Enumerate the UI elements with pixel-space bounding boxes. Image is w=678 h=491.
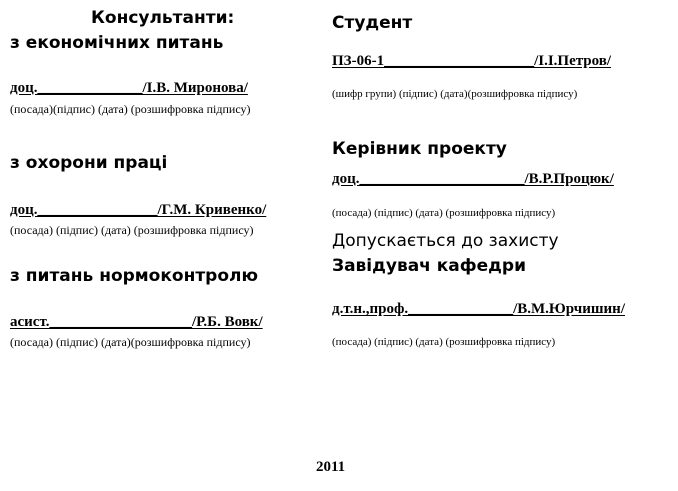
supervisor-caption: (посада) (підпис) (дата) (розшифровка підпису) [332,207,556,219]
department-head-signature: д.т.н.,проф.______________/В.М.Юрчишин/ [332,301,625,317]
normcontrol-signature: асист.___________________/Р.Б. Вовк/ [10,314,263,330]
supervisor-title: Керівник проекту [332,139,507,159]
economics-signature: доц.______________/І.В. Миронова/ [10,80,248,96]
student-title: Студент [332,13,413,33]
normcontrol-caption: (посада) (підпис) (дата)(розшифровка підпису) [10,335,251,349]
department-head-caption: (посада) (підпис) (дата) (розшифровка підпису) [332,336,556,348]
consultants-heading: Консультанти: [91,8,235,28]
economics-title: з економічних питань [10,33,224,53]
safety-signature: доц.________________/Г.М. Кривенко/ [10,202,267,218]
safety-title: з охорони праці [10,153,168,173]
year: 2011 [316,459,346,475]
student-caption: (шифр групи) (підпис) (дата)(розшифровка підпису) [332,88,578,100]
economics-caption: (посада)(підпис) (дата) (розшифровка підпису) [10,102,251,116]
safety-caption: (посада) (підпис) (дата) (розшифровка підпису) [10,223,254,237]
admission-line: Допускається до захисту [332,231,559,251]
student-signature: ПЗ-06-1____________________/І.І.Петров/ [332,53,612,69]
supervisor-signature: доц.______________________/В.Р.Процюк/ [332,171,614,187]
normcontrol-title: з питань нормоконтролю [10,266,259,286]
department-head-title: Завідувач кафедри [332,256,526,276]
